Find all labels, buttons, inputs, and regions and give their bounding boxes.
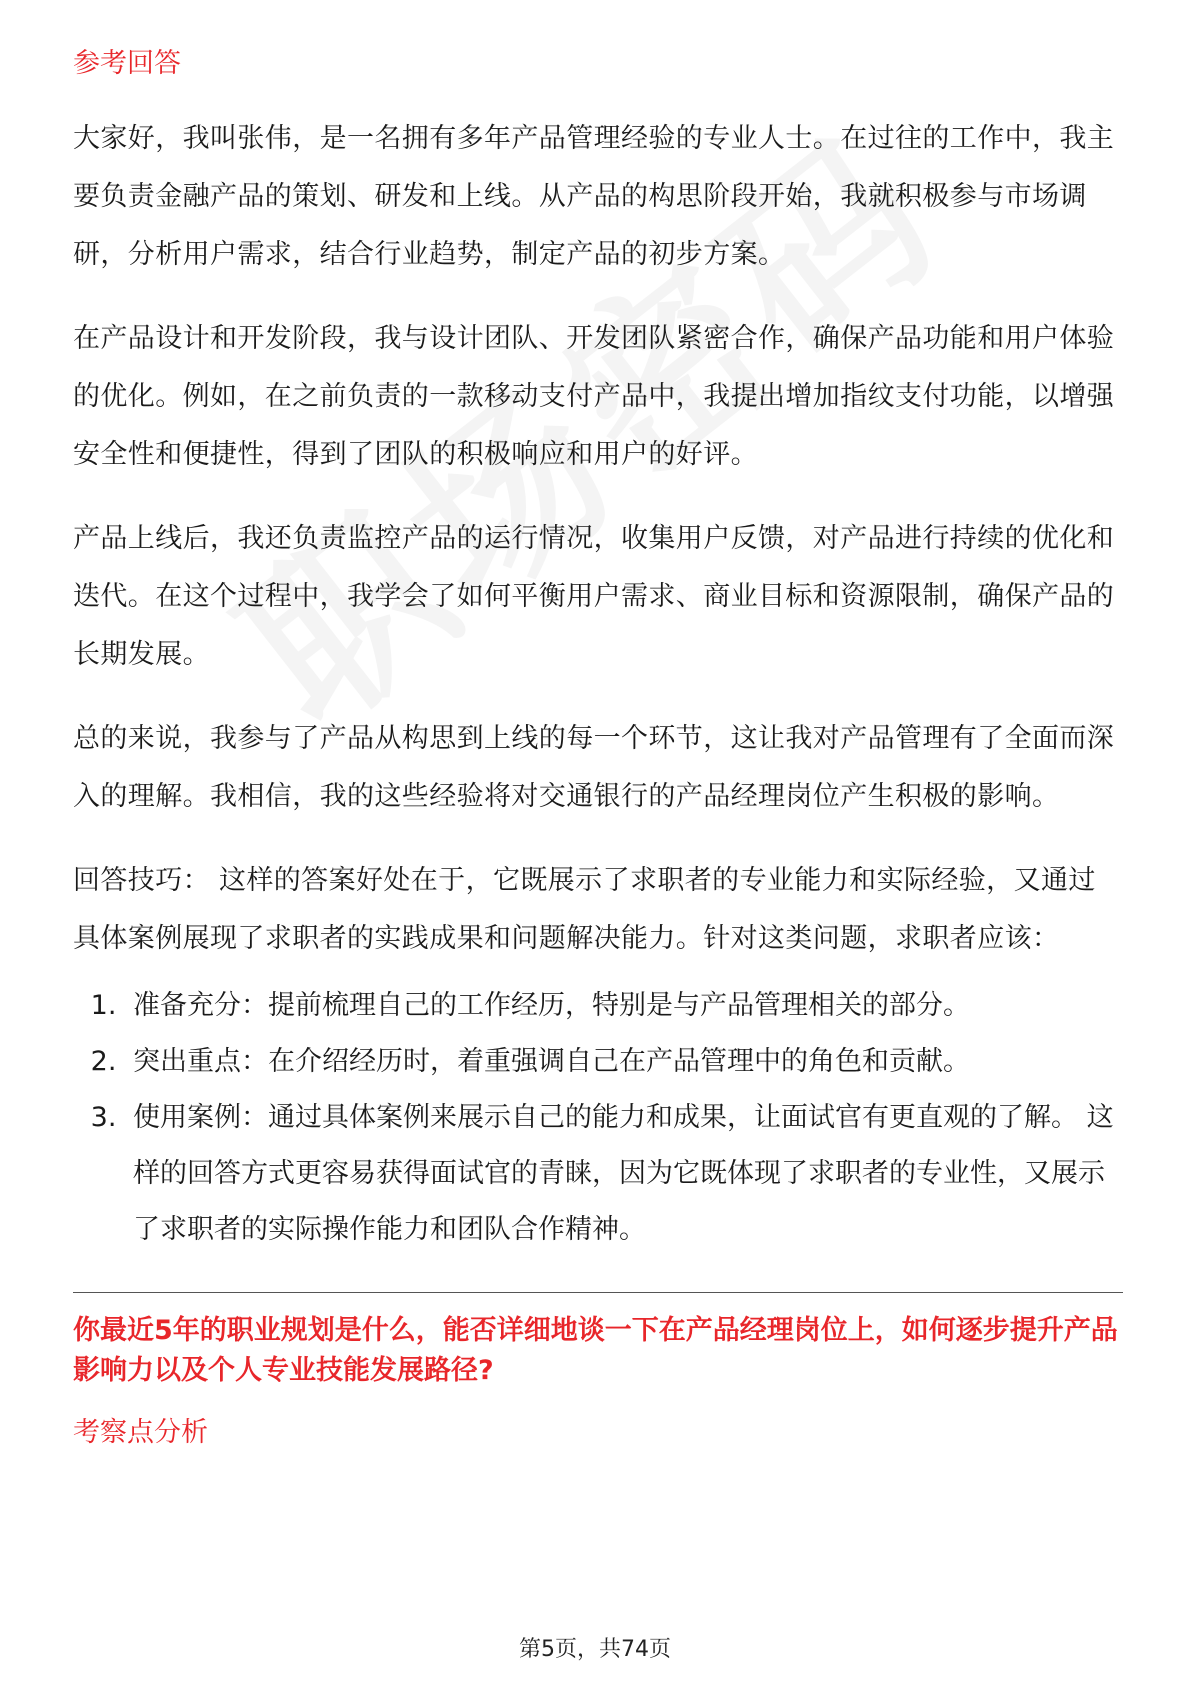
answer-paragraph-4: 总的来说，我参与了产品从构思到上线的每一个环节，这让我对产品管理有了全面而深入的理解。我相信，我的这些经验将对交通银行的产品经理岗位产生积极的影响。 xyxy=(73,723,1115,812)
answer-paragraph-3: 产品上线后，我还负责监控产品的运行情况，收集用户反馈，对产品进行持续的优化和迭代。在这个过程中，我学会了如何平衡用户需求、商业目标和资源限制，确保产品的长期发展。 xyxy=(73,523,1115,670)
tips-list xyxy=(73,978,1123,1258)
section-divider xyxy=(73,1292,1123,1293)
answer-paragraph-1: 大家好，我叫张伟，是一名拥有多年产品管理经验的专业人士。在过往的工作中，我主要负责金融产品的策划、研发和上线。从产品的构思阶段开始，我就积极参与市场调研，分析用户需求，结合行业趋势，制定产品的初步方案。 xyxy=(73,123,1115,270)
tip-item: 1. 准备充分：提前梳理自己的工作经历，特别是与产品管理相关的部分。 xyxy=(125,978,1123,1034)
document-body xyxy=(73,44,1123,1453)
tip-item: 2. 突出重点：在介绍经历时，着重强调自己在产品管理中的角色和贡献。 xyxy=(125,1034,1123,1090)
next-question: 你最近5年的职业规划是什么，能否详细地谈一下在产品经理岗位上，如何逐步提升产品影响力以及个人专业技能发展路径? xyxy=(73,1315,1118,1386)
answer-paragraph-2: 在产品设计和开发阶段，我与设计团队、开发团队紧密合作，确保产品功能和用户体验的优化。例如，在之前负责的一款移动支付产品中，我提出增加指纹支付功能，以增强安全性和便捷性，得到了团队的积极响应和用户的好评。 xyxy=(73,323,1115,470)
reference-answer-heading: 参考回答 xyxy=(73,48,181,79)
analysis-heading: 考察点分析 xyxy=(73,1417,208,1448)
tip-item: 3. 使用案例：通过具体案例来展示自己的能力和成果，让面试官有更直观的了解。 这样的回答方式更容易获得面试官的青睐，因为它既体现了求职者的专业性，又展示了求职者的实际操作能力和团队合作精神。 xyxy=(125,1090,1123,1258)
answer-tips-intro: 回答技巧： 这样的答案好处在于，它既展示了求职者的专业能力和实际经验，又通过具体案例展现了求职者的实践成果和问题解决能力。针对这类问题，求职者应该： xyxy=(73,865,1096,954)
page-number: 第5页，共74页 xyxy=(519,1637,671,1662)
